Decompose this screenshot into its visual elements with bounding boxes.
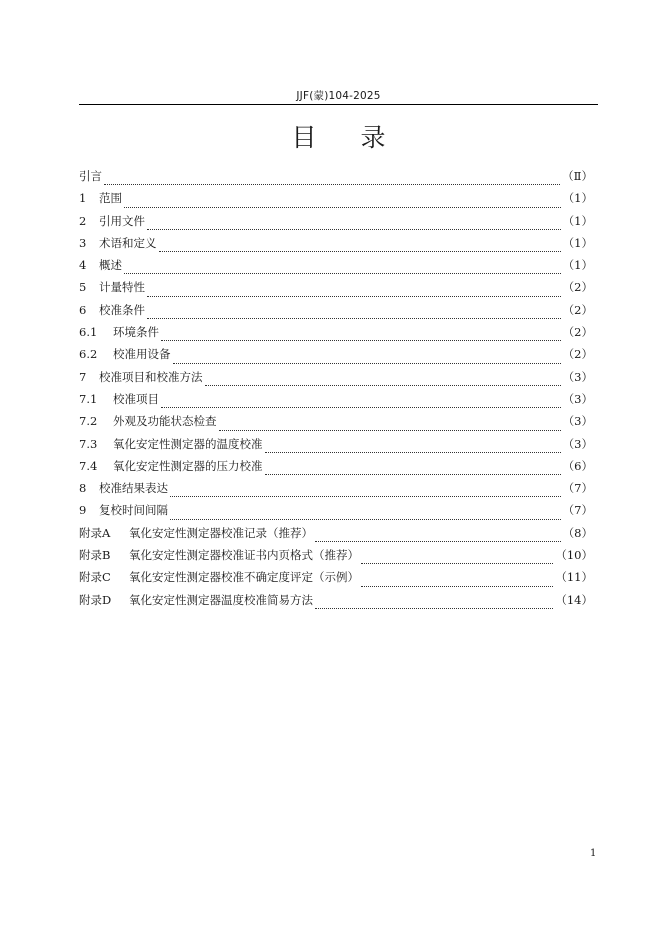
- toc-entry-number: 7.4: [79, 458, 98, 473]
- toc-leader-dots: [170, 519, 561, 520]
- toc-entry[interactable]: [79, 302, 593, 324]
- toc-entry-number: 附录A: [79, 525, 111, 540]
- toc-leader-dots: [147, 318, 561, 319]
- toc-leader-dots: [147, 229, 561, 230]
- toc-leader-dots: [124, 207, 561, 208]
- toc-entry-title: 范围: [99, 191, 122, 206]
- toc-entry[interactable]: [79, 502, 593, 524]
- toc-entry-number: 7.3: [79, 436, 98, 451]
- toc-entry-number: 6.2: [79, 347, 98, 362]
- toc-entry-page: （Ⅱ）: [562, 169, 593, 183]
- toc-leader-dots: [265, 452, 561, 453]
- toc-entry-title: 氧化安定性测定器校准证书内页格式（推荐）: [129, 548, 359, 563]
- toc-entry[interactable]: [79, 525, 593, 547]
- toc-entry[interactable]: [79, 413, 593, 435]
- toc-entry-page: （10）: [555, 548, 593, 563]
- toc-entry-number: 2: [79, 213, 87, 228]
- table-of-contents: [79, 168, 593, 614]
- toc-entry[interactable]: [79, 279, 593, 301]
- toc-entry-title: 校准用设备: [113, 347, 171, 362]
- toc-leader-dots: [104, 184, 560, 185]
- toc-entry-number: 7.1: [79, 391, 98, 406]
- toc-entry-title: 氧化安定性测定器的温度校准: [113, 436, 263, 451]
- toc-leader-dots: [161, 340, 561, 341]
- toc-entry[interactable]: [79, 346, 593, 368]
- toc-entry-title: 外观及功能状态检查: [113, 414, 217, 429]
- toc-leader-dots: [315, 608, 553, 609]
- toc-entry-page: （1）: [562, 235, 593, 250]
- toc-entry-number: 8: [79, 481, 87, 496]
- toc-entry-page: （1）: [562, 191, 593, 206]
- toc-entry-page: （3）: [562, 369, 593, 384]
- toc-entry-number: 7: [79, 369, 87, 384]
- toc-entry[interactable]: [79, 257, 593, 279]
- toc-entry-page: （6）: [562, 458, 593, 473]
- toc-entry-number: 附录B: [79, 548, 111, 563]
- toc-entry-page: （2）: [562, 280, 593, 295]
- toc-entry[interactable]: [79, 592, 593, 614]
- toc-entry[interactable]: [79, 213, 593, 235]
- toc-leader-dots: [147, 296, 561, 297]
- toc-entry-title: 引言: [79, 169, 102, 183]
- toc-entry-number: 7.2: [79, 414, 98, 429]
- toc-entry-number: 附录C: [79, 570, 111, 585]
- header-divider: [79, 104, 598, 105]
- toc-leader-dots: [265, 474, 561, 475]
- toc-entry-page: （1）: [562, 213, 593, 228]
- toc-entry[interactable]: [79, 480, 593, 502]
- toc-entry-title: 氧化安定性测定器校准记录（推荐）: [129, 525, 313, 540]
- toc-leader-dots: [361, 563, 553, 564]
- toc-entry-title: 计量特性: [99, 280, 145, 295]
- toc-entry-number: 9: [79, 503, 87, 518]
- toc-entry[interactable]: [79, 324, 593, 346]
- toc-entry-title: 环境条件: [113, 325, 159, 340]
- toc-entry[interactable]: [79, 458, 593, 480]
- page-title: 目录: [291, 123, 430, 152]
- toc-entry-title: 校准结果表达: [99, 481, 168, 496]
- toc-entry-number: 1: [79, 191, 87, 206]
- toc-entry-page: （3）: [562, 414, 593, 429]
- toc-entry-title: 术语和定义: [99, 235, 157, 250]
- document-code-header: JJF(蒙)104-2025: [296, 90, 381, 102]
- toc-leader-dots: [315, 541, 561, 542]
- toc-entry-title: 氧化安定性测定器温度校准简易方法: [129, 592, 313, 607]
- toc-entry-number: 6.1: [79, 325, 98, 340]
- toc-entry[interactable]: [79, 168, 593, 190]
- toc-entry-title: 校准项目和校准方法: [99, 369, 203, 384]
- toc-leader-dots: [361, 586, 553, 587]
- toc-entry[interactable]: [79, 569, 593, 591]
- toc-leader-dots: [159, 251, 561, 252]
- toc-entry-page: （1）: [562, 258, 593, 273]
- toc-entry-title: 引用文件: [99, 213, 145, 228]
- toc-entry-title: 校准项目: [113, 391, 159, 406]
- toc-entry-page: （8）: [562, 525, 593, 540]
- toc-leader-dots: [173, 363, 561, 364]
- toc-entry-number: 附录D: [79, 592, 112, 607]
- toc-entry-number: 4: [79, 258, 87, 273]
- toc-entry-title: 氧化安定性测定器的压力校准: [113, 458, 263, 473]
- toc-entry[interactable]: [79, 190, 593, 212]
- toc-entry[interactable]: [79, 436, 593, 458]
- toc-entry-number: 3: [79, 235, 87, 250]
- toc-leader-dots: [170, 496, 561, 497]
- toc-entry-page: （2）: [562, 325, 593, 340]
- toc-entry[interactable]: [79, 369, 593, 391]
- toc-entry-page: （3）: [562, 391, 593, 406]
- toc-entry-title: 概述: [99, 258, 122, 273]
- toc-entry[interactable]: [79, 547, 593, 569]
- toc-entry-page: （7）: [562, 503, 593, 518]
- toc-leader-dots: [219, 430, 561, 431]
- toc-entry-page: （11）: [555, 570, 593, 585]
- toc-entry-page: （2）: [562, 347, 593, 362]
- toc-entry-page: （3）: [562, 436, 593, 451]
- toc-leader-dots: [205, 385, 561, 386]
- toc-entry[interactable]: [79, 391, 593, 413]
- toc-entry-title: 校准条件: [99, 302, 145, 317]
- toc-entry-number: 5: [79, 280, 87, 295]
- toc-entry[interactable]: [79, 235, 593, 257]
- toc-leader-dots: [124, 273, 561, 274]
- toc-entry-page: （7）: [562, 481, 593, 496]
- toc-entry-title: 复校时间间隔: [99, 503, 168, 518]
- toc-entry-page: （2）: [562, 302, 593, 317]
- toc-leader-dots: [161, 407, 561, 408]
- page-number: 1: [590, 848, 597, 859]
- toc-entry-title: 氧化安定性测定器校准不确定度评定（示例）: [129, 570, 359, 585]
- toc-entry-number: 6: [79, 302, 87, 317]
- toc-entry-page: （14）: [555, 592, 593, 607]
